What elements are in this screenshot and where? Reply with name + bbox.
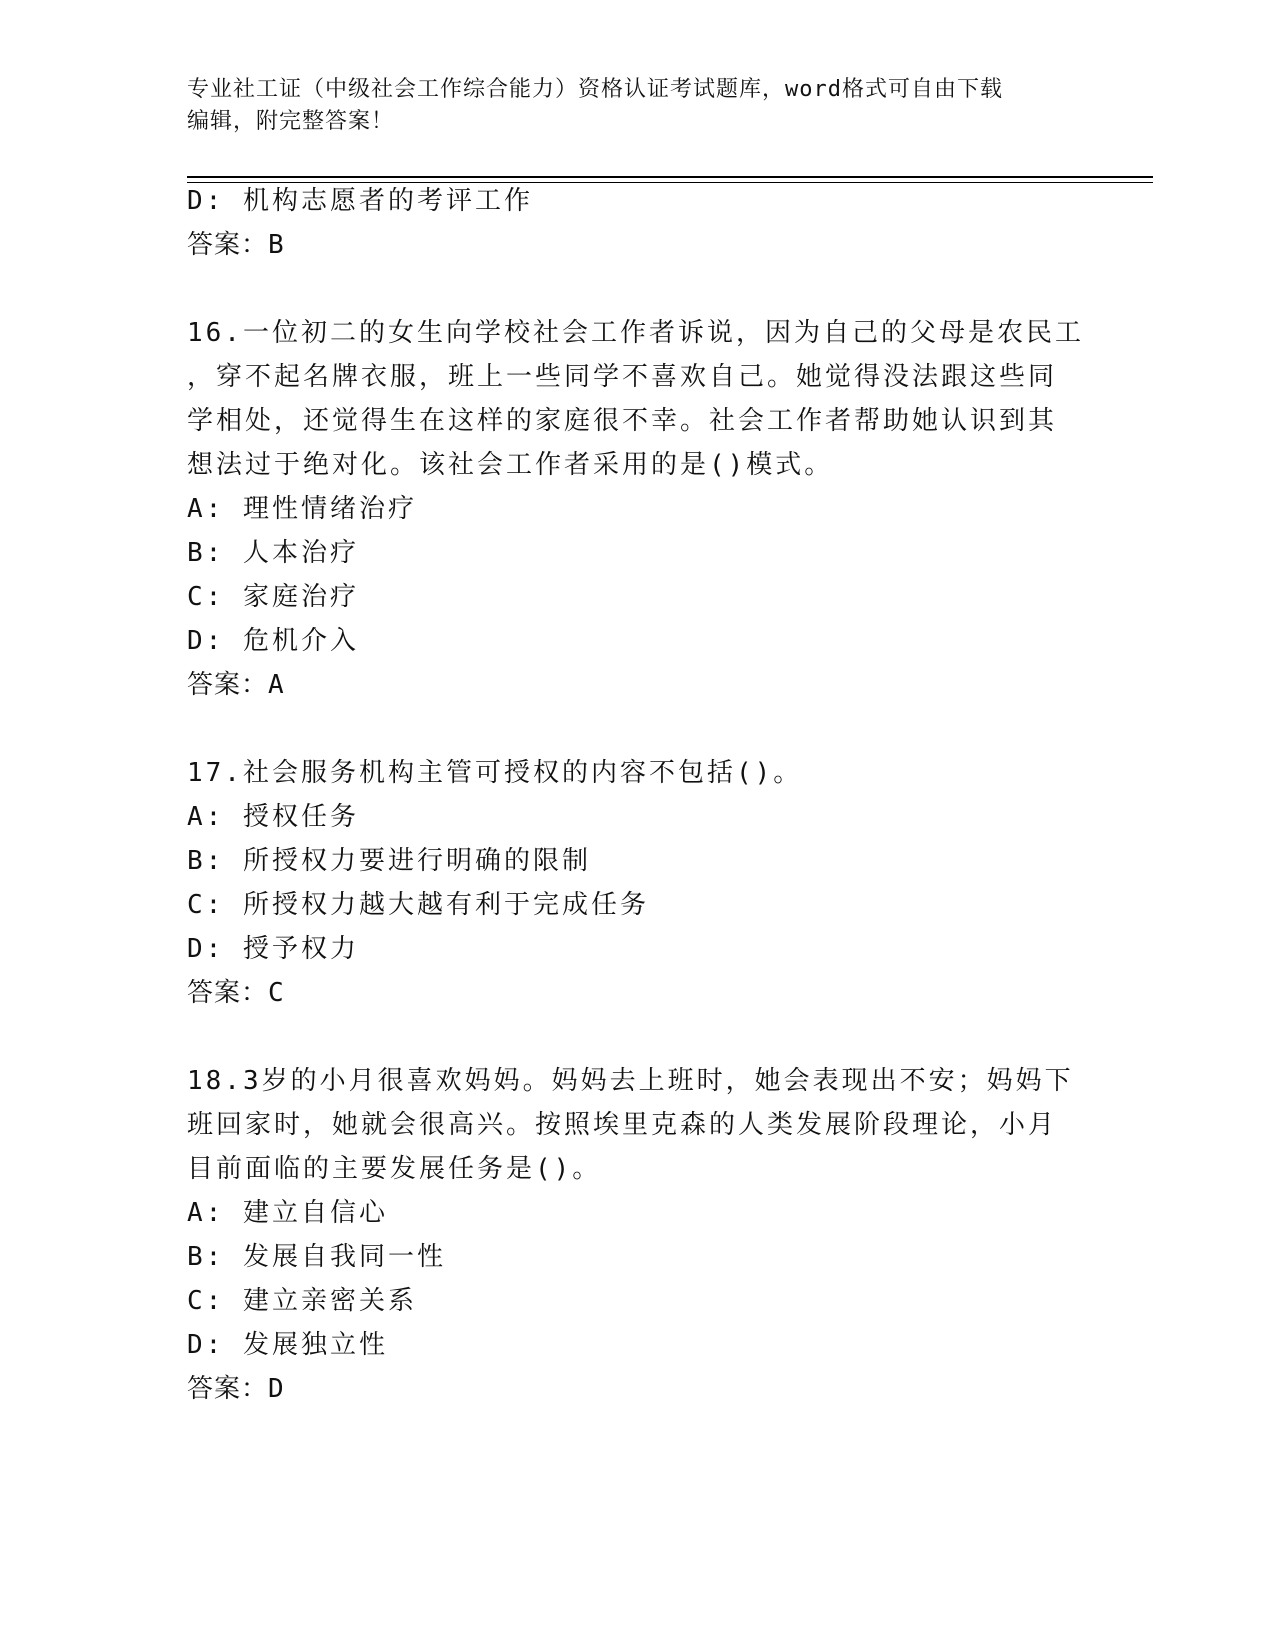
q16-stem-line: ，穿不起名牌衣服，班上一些同学不喜欢自己。她觉得没法跟这些同 — [187, 362, 1058, 392]
q17-answer: 答案：C — [187, 978, 285, 1008]
q17-stem-line: 17.社会服务机构主管可授权的内容不包括()。 — [187, 758, 803, 788]
q18-stem-line: 目前面临的主要发展任务是()。 — [187, 1154, 602, 1184]
header-rule-thin — [187, 182, 1153, 183]
q16-answer: 答案：A — [187, 670, 285, 700]
q18-answer: 答案：D — [187, 1374, 285, 1404]
q16-stem-line: 16.一位初二的女生向学校社会工作者诉说，因为自己的父母是农民工 — [187, 318, 1084, 348]
q16-option-a: A: 理性情绪治疗 — [187, 494, 417, 524]
q17-option-b: B: 所授权力要进行明确的限制 — [187, 846, 591, 876]
header-line-1: 专业社工证（中级社会工作综合能力）资格认证考试题库，word格式可自由下载 — [187, 77, 1003, 102]
q17-option-d: D: 授予权力 — [187, 934, 359, 964]
q18-option-a: A: 建立自信心 — [187, 1198, 388, 1228]
q17-option-a: A: 授权任务 — [187, 802, 359, 832]
header-rule-thick — [187, 176, 1153, 178]
q16-option-b: B: 人本治疗 — [187, 538, 359, 568]
q16-option-c: C: 家庭治疗 — [187, 582, 359, 612]
q16-stem-line: 想法过于绝对化。该社会工作者采用的是()模式。 — [187, 450, 834, 480]
q18-option-b: B: 发展自我同一性 — [187, 1242, 446, 1272]
q18-stem-line: 18.3岁的小月很喜欢妈妈。妈妈去上班时，她会表现出不安；妈妈下 — [187, 1066, 1074, 1096]
q18-stem-line: 班回家时，她就会很高兴。按照埃里克森的人类发展阶段理论，小月 — [187, 1110, 1058, 1140]
header-line-2: 编辑，附完整答案！ — [187, 109, 395, 134]
q16-stem-line: 学相处，还觉得生在这样的家庭很不幸。社会工作者帮助她认识到其 — [187, 406, 1058, 436]
q15-option-d: D: 机构志愿者的考评工作 — [187, 186, 533, 216]
q18-option-d: D: 发展独立性 — [187, 1330, 388, 1360]
q17-option-c: C: 所授权力越大越有利于完成任务 — [187, 890, 649, 920]
q16-option-d: D: 危机介入 — [187, 626, 359, 656]
page-header — [187, 74, 1067, 138]
q15-answer: 答案：B — [187, 230, 285, 260]
q18-option-c: C: 建立亲密关系 — [187, 1286, 417, 1316]
